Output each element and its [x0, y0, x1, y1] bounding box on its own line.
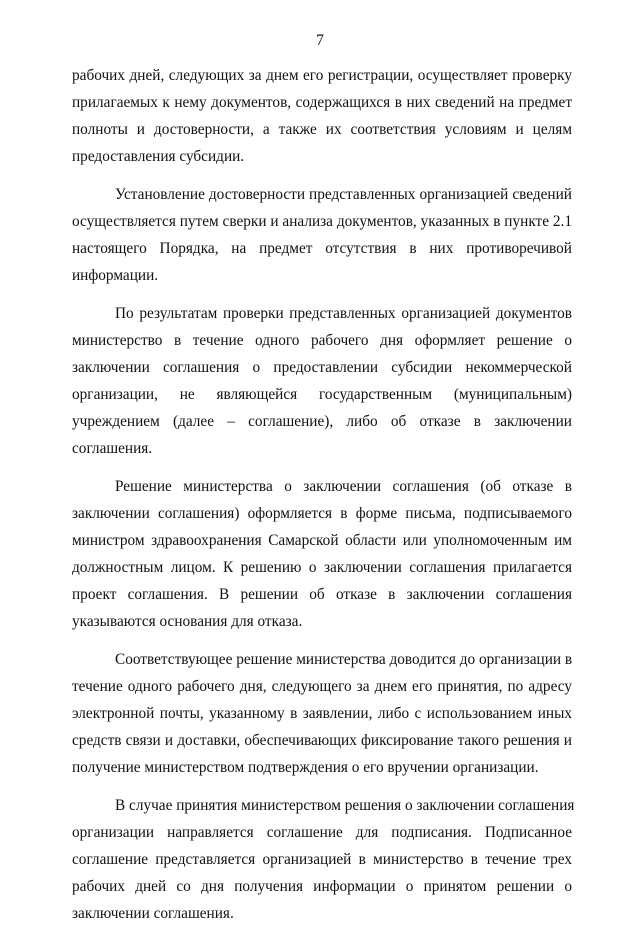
paragraph-line: По результатам проверки представленных организацией документов [115, 305, 572, 322]
paragraph-4 [72, 473, 572, 635]
paragraph-1 [72, 62, 572, 170]
paragraph-line: заключении соглашения. [72, 905, 234, 922]
paragraph-line: настоящего Порядка, на предмет отсутствия в них противоречивой [72, 240, 572, 257]
paragraph-line: Соответствующее решение министерства доводится до организации в [115, 651, 573, 668]
paragraph-line: осуществляется путем сверки и анализа документов, указанных в пункте 2.1 [72, 213, 572, 230]
page-number: 7 [316, 32, 324, 49]
paragraph-6 [72, 792, 575, 927]
paragraph-line: течение одного рабочего дня, следующего за днем его принятия, по адресу [72, 678, 572, 695]
paragraph-line: соглашение представляется организацией в министерство в течение трех [72, 851, 572, 868]
paragraph-2 [72, 181, 572, 289]
paragraph-line: организации направляется соглашение для подписания. Подписанное [72, 824, 572, 841]
paragraph-line: министром здравоохранения Самарской области или уполномоченным им [72, 532, 572, 549]
paragraph-line: рабочих дней, следующих за днем его регистрации, осуществляет проверку [72, 67, 572, 84]
paragraph-line: указываются основания для отказа. [72, 613, 303, 630]
paragraph-line: полноты и достоверности, а также их соответствия условиям и целям [72, 121, 572, 138]
paragraph-line: соглашения. [72, 440, 153, 457]
paragraph-line: прилагаемых к нему документов, содержащихся в них сведений на предмет [72, 94, 572, 111]
paragraph-line: министерство в течение одного рабочего дня оформляет решение о [72, 332, 572, 349]
paragraph-line: предоставления субсидии. [72, 148, 245, 165]
paragraph-line: заключении соглашения о предоставлении субсидии некоммерческой [72, 359, 572, 376]
paragraph-line: Установление достоверности представленных организацией сведений [115, 186, 572, 203]
paragraph-line: организации, не являющейся государственным (муниципальным) [72, 386, 572, 403]
paragraph-line: заключении соглашения) оформляется в форме письма, подписываемого [72, 505, 572, 522]
paragraph-3 [72, 300, 572, 462]
document-body [72, 62, 575, 927]
paragraph-line: информации. [72, 267, 159, 284]
paragraph-line: получение министерством подтверждения о его вручении организации. [72, 759, 539, 776]
paragraph-line: должностным лицом. К решению о заключении соглашения прилагается [72, 559, 572, 576]
paragraph-line: электронной почты, указанному в заявлении, либо с использованием иных [72, 705, 572, 722]
paragraph-line: В случае принятия министерством решения о заключении соглашения [115, 797, 575, 814]
paragraph-line: проект соглашения. В решении об отказе в заключении соглашения [72, 586, 572, 603]
paragraph-line: средств связи и доставки, обеспечивающих фиксирование такого решения и [72, 732, 572, 749]
paragraph-line: учреждением (далее – соглашение), либо об отказе в заключении [72, 413, 572, 430]
paragraph-line: рабочих дней со дня получения информации о принятом решении о [72, 878, 572, 895]
paragraph-line: Решение министерства о заключении соглашения (об отказе в [115, 478, 572, 495]
paragraph-5 [72, 646, 572, 781]
